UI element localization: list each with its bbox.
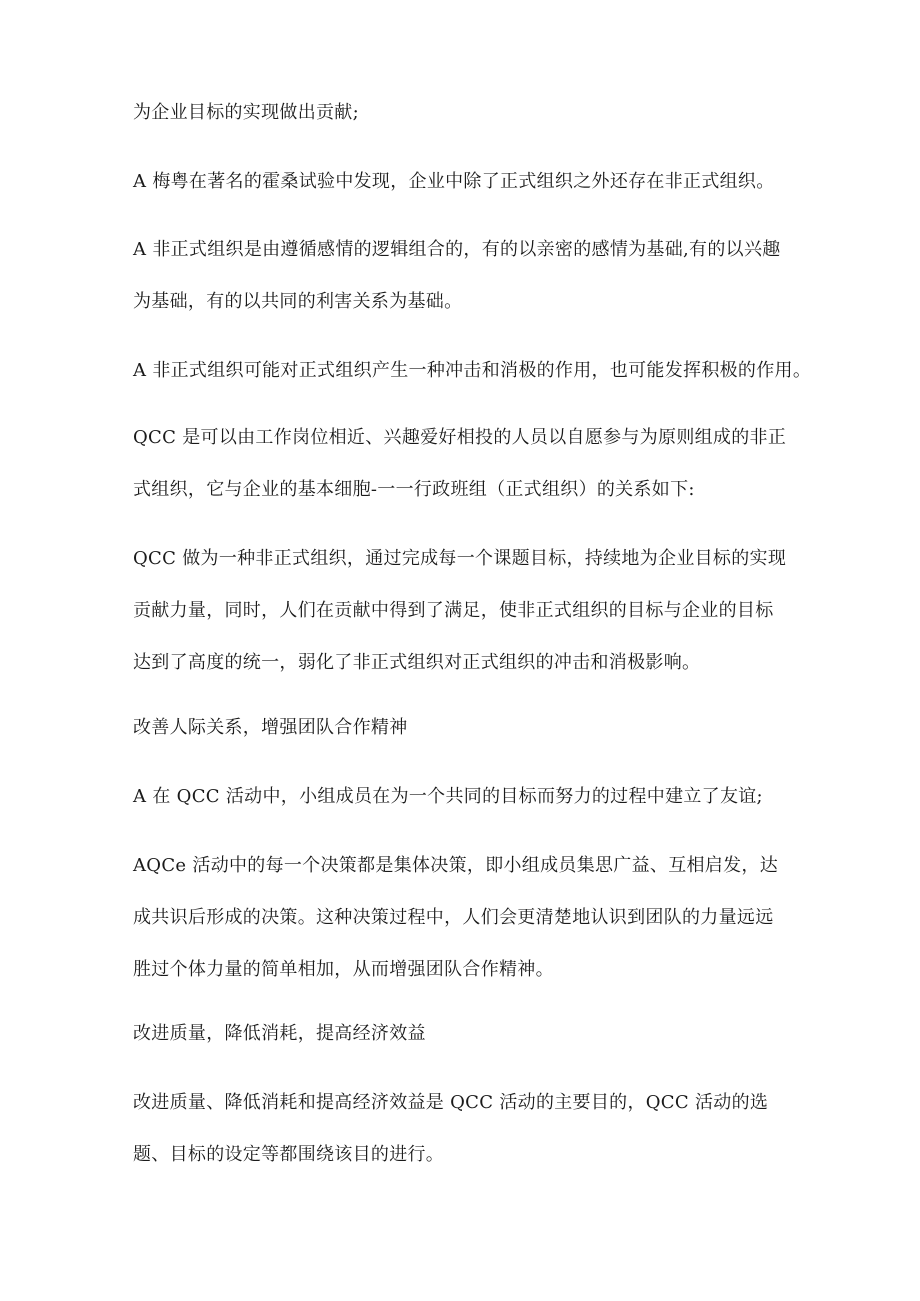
text-line: 为基础，有的以共同的利害关系为基础。: [133, 291, 463, 312]
text-line: QCC 是可以由工作岗位相近、兴趣爱好相投的人员以自愿参与为原则组成的非正: [133, 427, 787, 448]
paragraph-hawthorne-experiment: [133, 168, 793, 195]
text-line: 改进质量，降低消耗，提高经济效益: [133, 1023, 426, 1044]
paragraph-informal-organization-effects: [133, 357, 812, 384]
text-line: A 非正式组织是由遵循感情的逻辑组合的，有的以亲密的感情为基础,有的以兴趣: [133, 239, 781, 260]
paragraph-collective-decision: [133, 852, 793, 983]
text-line: 胜过个体力量的简单相加，从而增强团队合作精神。: [133, 959, 554, 980]
text-line: 达到了高度的统一，弱化了非正式组织对正式组织的冲击和消极影响。: [133, 652, 701, 673]
text-line: 贡献力量，同时，人们在贡献中得到了满足，使非正式组织的目标与企业的目标: [133, 600, 774, 621]
text-line: AQCe 活动中的每一个决策都是集体决策，即小组成员集思广益、互相启发，达: [133, 855, 778, 876]
text-line: 题、目标的设定等都围绕该目的进行。: [133, 1144, 445, 1165]
text-line: QCC 做为一种非正式组织，通过完成每一个课题目标，持续地为企业目标的实现: [133, 548, 787, 569]
text-line: 成共识后形成的决策。这种决策过程中，人们会更清楚地认识到团队的力量远远: [133, 907, 774, 928]
text-line: A 在 QCC 活动中，小组成员在为一个共同的目标而努力的过程中建立了友谊;: [133, 786, 763, 807]
paragraph-qcc-contribution: [133, 545, 793, 676]
text-line: 改进质量、降低消耗和提高经济效益是 QCC 活动的主要目的，QCC 活动的选: [133, 1092, 769, 1113]
text-line: A 梅粤在著名的霍桑试验中发现，企业中除了正式组织之外还存在非正式组织。: [133, 171, 775, 192]
paragraph-qcc-main-purpose: [133, 1089, 793, 1168]
text-line: 为企业目标的实现做出贡献;: [133, 102, 359, 123]
paragraph-qcc-friendship: [133, 783, 793, 810]
text-line: A 非正式组织可能对正式组织产生一种冲击和消极的作用，也可能发挥积极的作用。: [133, 360, 812, 381]
section-heading-quality: [133, 1020, 793, 1047]
paragraph-contribution: [133, 99, 793, 126]
paragraph-qcc-definition: [133, 424, 793, 503]
text-line: 改善人际关系，增强团队合作精神: [133, 717, 408, 738]
paragraph-informal-organization-basis: [133, 236, 793, 315]
section-heading-teamwork: [133, 714, 793, 741]
text-line: 式组织，它与企业的基本细胞-一一行政班组（正式组织）的关系如下:: [133, 479, 695, 500]
